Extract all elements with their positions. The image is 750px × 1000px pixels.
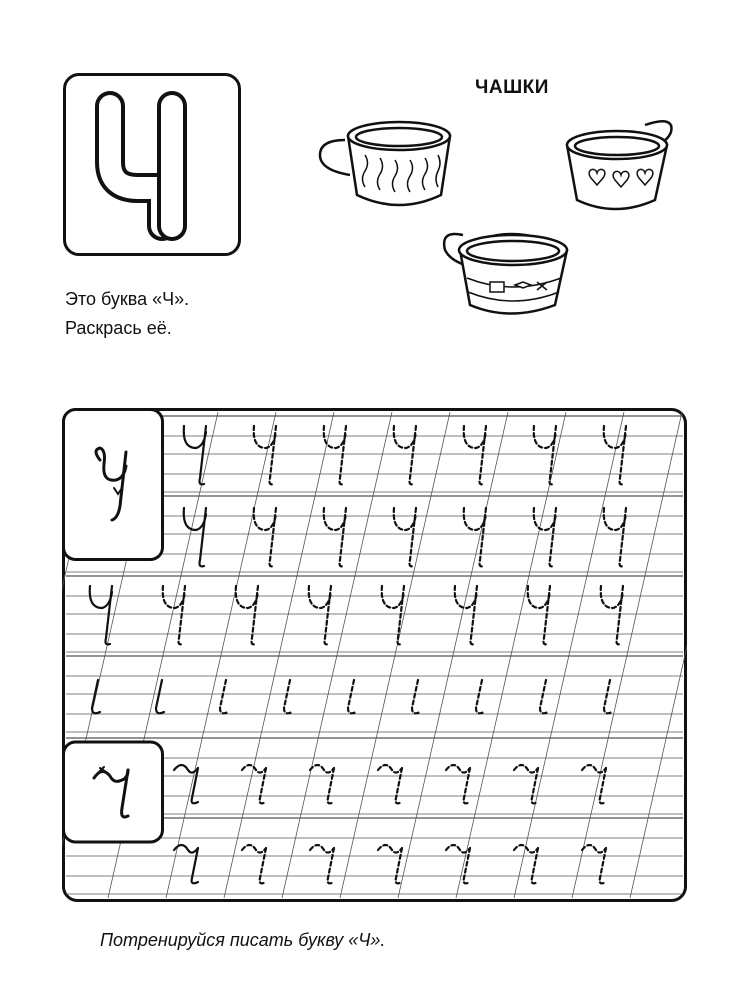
cup-hearts [567, 121, 671, 209]
caption-line-1: Это буква «Ч». [65, 289, 190, 309]
instruction-text: Потренируйся писать букву «Ч». [100, 930, 386, 950]
caption-line-2: Раскрась её. [65, 318, 172, 338]
letter-card [63, 73, 241, 256]
word-first-letter: Ч [475, 77, 489, 98]
word-rest: АШКИ [488, 77, 549, 98]
sample-box-upper [64, 410, 163, 560]
cups-illustration [315, 100, 685, 330]
cup-wavy-stripes [320, 122, 450, 205]
cup-geometric [444, 234, 567, 314]
practice-grid [62, 408, 687, 902]
outlined-letter-che-icon [66, 76, 238, 253]
word-title [475, 77, 549, 99]
sample-box-lower [64, 742, 163, 842]
